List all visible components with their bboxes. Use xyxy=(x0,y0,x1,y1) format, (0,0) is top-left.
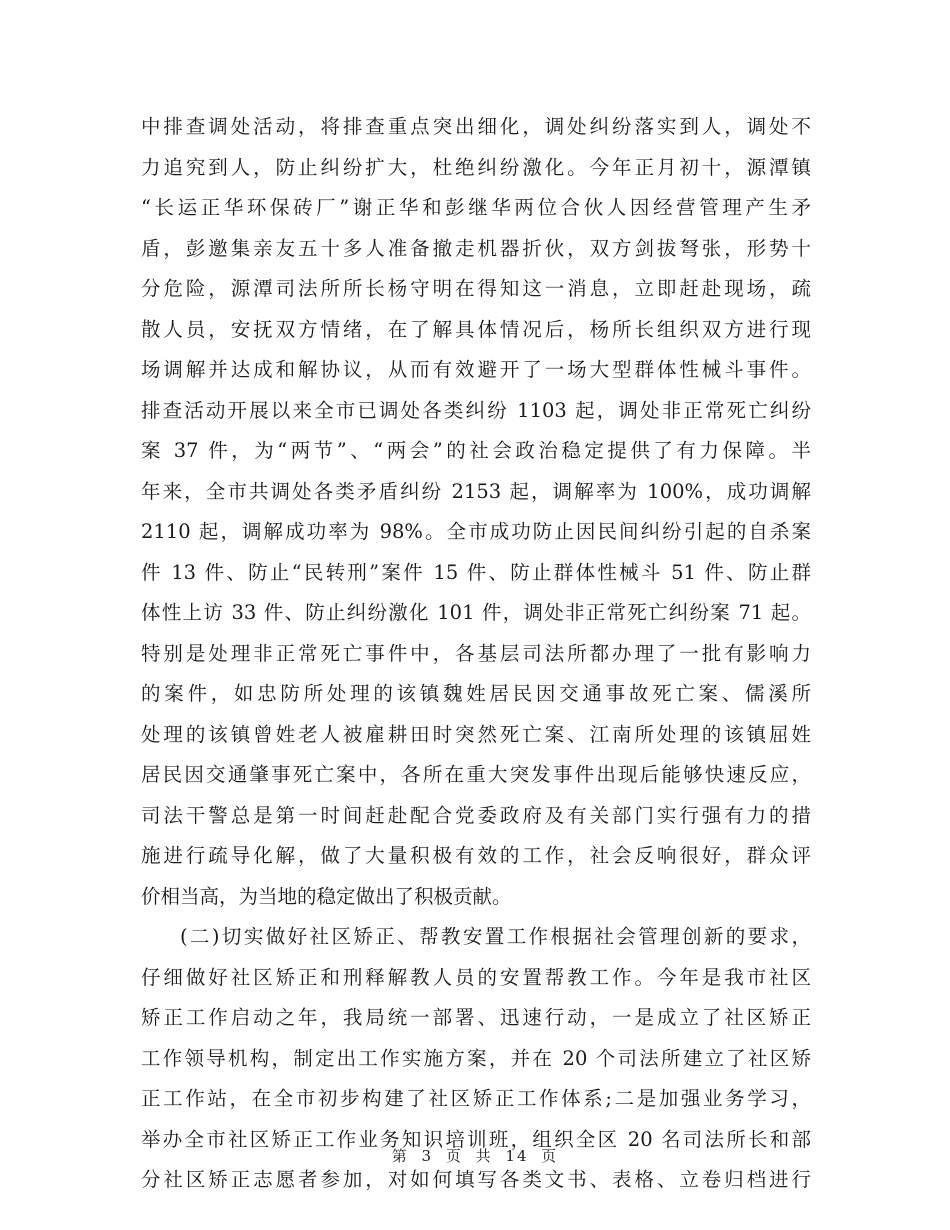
text-line: 矫正工作启动之年，我局统一部署、迅速行动，一是成立了社区矫正 xyxy=(141,1006,811,1029)
text-line: 举办全市社区矫正工作业务知识培训班，组织全区 20 名司法所长和部 xyxy=(141,1127,811,1151)
footer-page-number: 3 xyxy=(421,1147,434,1165)
text-line: 居民因交通肇事死亡案中，各所在重大突发事件出现后能够快速反应， xyxy=(141,763,811,786)
text-line: 年来，全市共调处各类矛盾纠纷 2153 起，调解率为 100%，成功调解 xyxy=(141,479,811,503)
text-line: “长运正华环保砖厂”谢正华和彭继华两位合伙人因经营管理产生矛 xyxy=(141,196,811,219)
text-line: 件 13 件、防止“民转刑”案件 15 件、防止群体性械斗 51 件、防止群 xyxy=(141,560,811,584)
text-line: 价相当高，为当地的稳定做出了积极贡献。 xyxy=(141,884,512,908)
footer-suffix: 页 xyxy=(541,1147,559,1165)
text-line: 仔细做好社区矫正和刑释解教人员的安置帮教工作。今年是我市社区 xyxy=(141,965,811,989)
text-line: 分危险，源潭司法所所长杨守明在得知这一消息，立即赶赴现场，疏 xyxy=(141,277,811,300)
section-heading-line: (二)切实做好社区矫正、帮教安置工作根据社会管理创新的要求， xyxy=(180,925,811,948)
text-line: 工作领导机构，制定出工作实施方案，并在 20 个司法所建立了社区矫 xyxy=(141,1046,811,1070)
text-line: 盾，彭邀集亲友五十多人准备撤走机器折伙，双方剑拔弩张，形势十 xyxy=(141,236,811,260)
text-line: 司法干警总是第一时间赶赴配合党委政府及有关部门实行强有力的措 xyxy=(141,803,811,827)
footer-prefix: 第 xyxy=(391,1147,409,1165)
footer-total-pages: 14 xyxy=(505,1147,529,1165)
text-line: 体性上访 33 件、防止纠纷激化 101 件，调处非正常死亡纠纷案 71 起。 xyxy=(141,601,811,624)
text-line: 排查活动开展以来全市已调处各类纠纷 1103 起，调处非正常死亡纠纷 xyxy=(141,398,811,422)
text-line: 分社区矫正志愿者参加，对如何填写各类文书、表格、立卷归档进行 xyxy=(141,1168,811,1191)
footer-page-unit: 页 xyxy=(445,1147,463,1165)
text-line: 2110 起，调解成功率为 98%。全市成功防止因民间纠纷引起的自杀案 xyxy=(141,520,811,543)
text-line: 施进行疏导化解，做了大量积极有效的工作，社会反响很好，群众评 xyxy=(141,844,811,867)
text-line: 场调解并达成和解协议，从而有效避开了一场大型群体性械斗事件。 xyxy=(141,358,811,381)
text-line: 特别是处理非正常死亡事件中，各基层司法所都办理了一批有影响力 xyxy=(141,641,811,665)
page-footer xyxy=(0,1145,950,1166)
text-line: 散人员，安抚双方情绪，在了解具体情况后，杨所长组织双方进行现 xyxy=(141,317,811,341)
text-line: 处理的该镇曾姓老人被雇耕田时突然死亡案、江南所处理的该镇屈姓 xyxy=(141,722,811,746)
text-line: 正工作站，在全市初步构建了社区矫正工作体系;二是加强业务学习， xyxy=(141,1087,811,1110)
text-line: 力追究到人，防止纠纷扩大，杜绝纠纷激化。今年正月初十，源潭镇 xyxy=(141,155,811,179)
footer-total-label: 共 xyxy=(475,1147,493,1165)
text-line: 的案件，如忠防所处理的该镇魏姓居民因交通事故死亡案、儒溪所 xyxy=(141,682,811,705)
body-text xyxy=(141,107,811,1201)
text-line: 中排查调处活动，将排查重点突出细化，调处纠纷落实到人，调处不 xyxy=(141,115,811,138)
text-line: 案 37 件，为“两节”、“两会”的社会政治稳定提供了有力保障。半 xyxy=(141,439,811,462)
